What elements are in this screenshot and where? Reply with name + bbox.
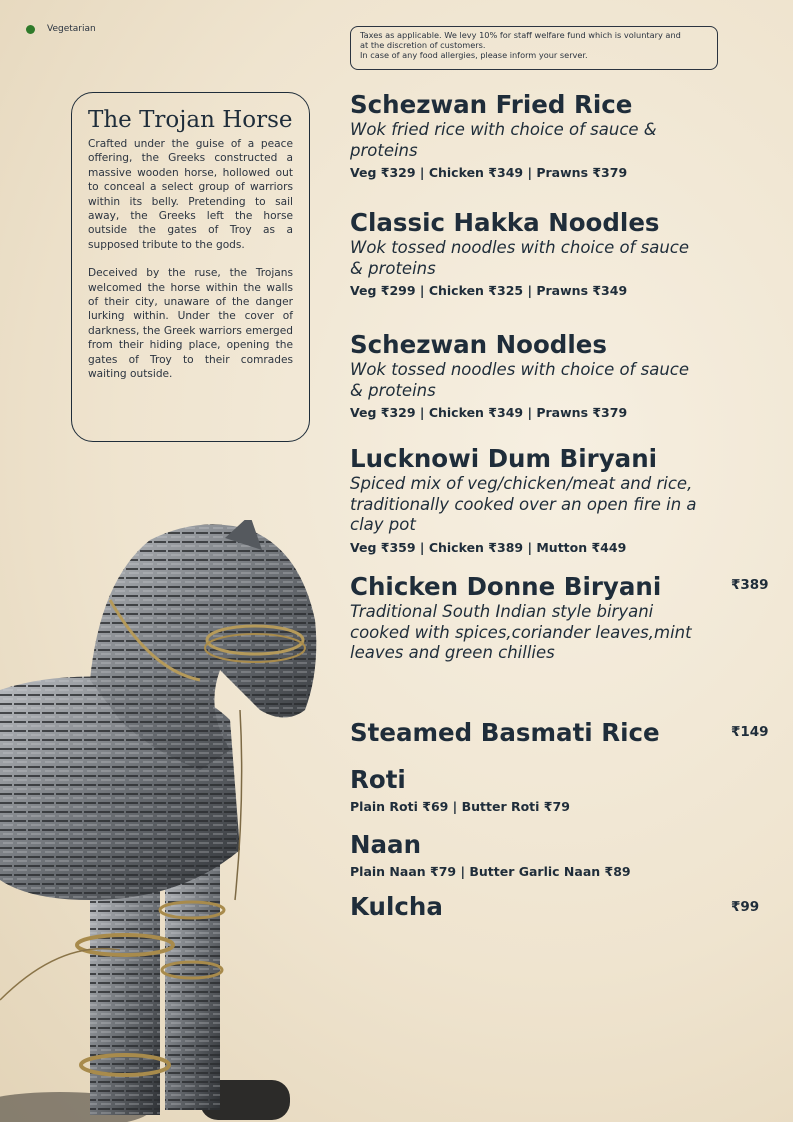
menu-item — [350, 444, 770, 555]
story-paragraph: Crafted under the guise of a peace offering, the Greeks constructed a massive wooden horse, hollowed out to conceal a select group of warriors within its belly. Pretending to sail away, the Greeks left the horse outside the gates of Troy as a supposed tribute to the gods. — [88, 138, 293, 251]
dish-prices: Plain Naan ₹79 | Butter Garlic Naan ₹89 — [350, 864, 631, 879]
menu-item — [350, 830, 770, 879]
allergy-notice-line: In case of any food allergies, please inform your server. — [360, 50, 588, 60]
tax-notice-line: at the discretion of customers. — [360, 40, 486, 50]
story-title: The Trojan Horse — [88, 107, 293, 133]
menu-item — [350, 765, 770, 814]
veg-label: Vegetarian — [47, 24, 96, 34]
dish-name: Roti — [350, 765, 406, 794]
dish-name: Schezwan Noodles — [350, 330, 607, 359]
dish-price: ₹149 — [731, 724, 769, 740]
dish-description: Traditional South Indian style biryani cooked with spices,coriander leaves,mint leaves and green chillies — [350, 602, 692, 662]
dish-name: Chicken Donne Biryani — [350, 572, 662, 601]
dish-price: ₹389 — [731, 577, 769, 593]
dish-name: Schezwan Fried Rice — [350, 90, 633, 119]
menu-item — [350, 718, 770, 748]
dish-description: Wok fried rice with choice of sauce & proteins — [350, 120, 657, 160]
trojan-horse-story — [71, 92, 310, 442]
dish-description: Wok tossed noodles with choice of sauce & proteins — [350, 238, 689, 278]
menu-item — [350, 330, 770, 420]
dish-description: Wok tossed noodles with choice of sauce & proteins — [350, 360, 689, 400]
dish-prices: Veg ₹359 | Chicken ₹389 | Mutton ₹449 — [350, 539, 627, 555]
dish-prices: Plain Roti ₹69 | Butter Roti ₹79 — [350, 799, 570, 814]
veg-dot-icon — [26, 25, 35, 34]
dish-prices: Veg ₹329 | Chicken ₹349 | Prawns ₹379 — [350, 405, 628, 420]
dish-name: Steamed Basmati Rice — [350, 718, 660, 747]
menu-item — [350, 90, 770, 180]
dish-prices: Veg ₹299 | Chicken ₹325 | Prawns ₹349 — [350, 283, 628, 298]
menu-item — [350, 572, 770, 664]
dish-description: Spiced mix of veg/chicken/meat and rice, traditionally cooked over an open fire in a clay pot — [350, 474, 697, 534]
dish-name: Lucknowi Dum Biryani — [350, 444, 658, 473]
dish-name: Kulcha — [350, 892, 443, 921]
dish-price: ₹99 — [731, 899, 760, 915]
dish-name: Classic Hakka Noodles — [350, 208, 660, 237]
menu-item — [350, 892, 770, 922]
menu-item — [350, 208, 770, 298]
dish-name: Naan — [350, 830, 422, 859]
menu-list — [350, 0, 780, 1122]
vegetarian-legend — [26, 24, 96, 34]
tax-notice-line: Taxes as applicable. We levy 10% for staff welfare fund which is voluntary and — [360, 30, 681, 40]
dish-prices: Veg ₹329 | Chicken ₹349 | Prawns ₹379 — [350, 165, 628, 180]
story-paragraph: Deceived by the ruse, the Trojans welcomed the horse within the walls of their city, unaware of the danger lurking within. Under the cover of darkness, the Greek warriors emerged from their hiding place, opening the gates of Troy to their comrades waiting outside. — [88, 267, 293, 381]
trojan-horse-illustration — [0, 520, 340, 1122]
